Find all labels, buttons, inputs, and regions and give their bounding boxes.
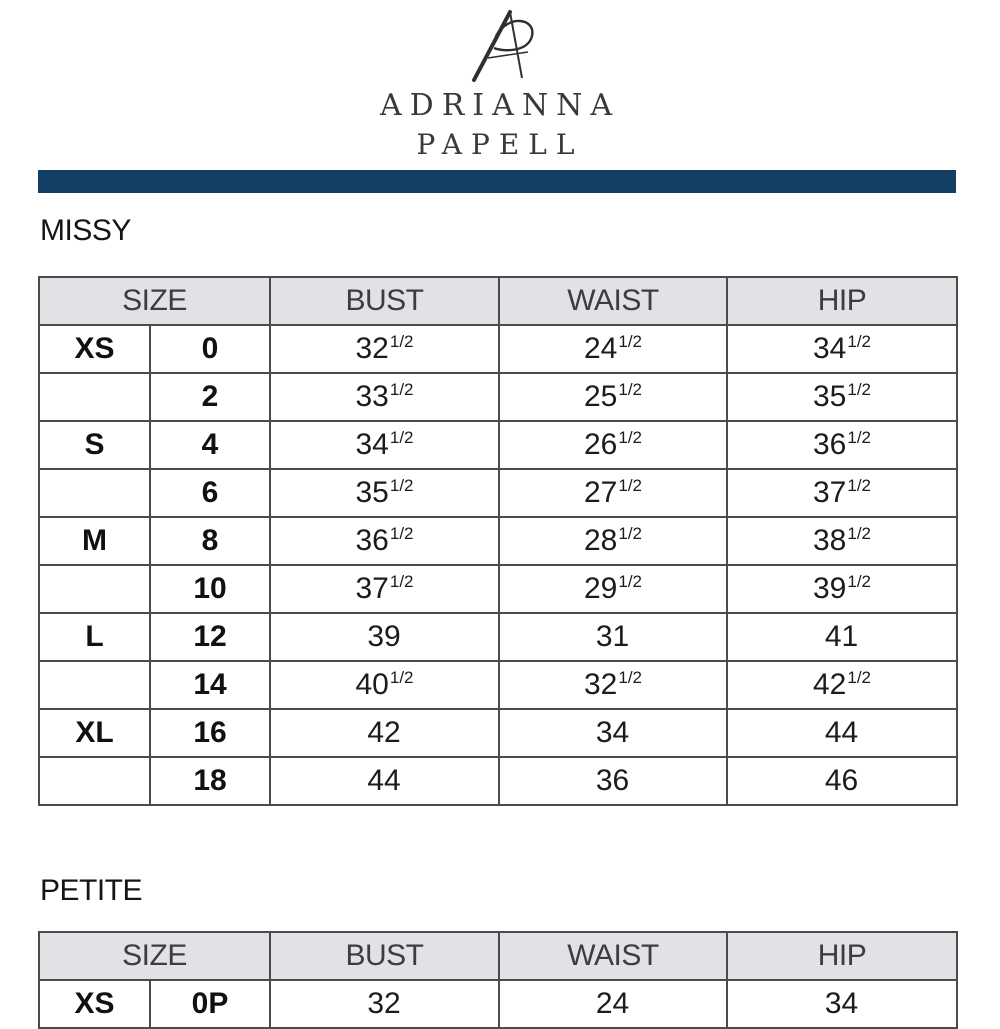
- bust-whole-value: 44: [367, 764, 401, 797]
- hip-fraction-value: 1/2: [847, 668, 871, 687]
- bust-cell: [270, 421, 499, 469]
- table-row: [39, 325, 957, 373]
- table-header-row: [39, 932, 957, 980]
- hip-whole-value: 39: [812, 572, 847, 605]
- bust-fraction-value: 1/2: [389, 524, 414, 543]
- hip-whole-value: 46: [824, 764, 859, 797]
- numeric-size-cell: 18: [150, 757, 270, 805]
- hip-cell: [727, 373, 957, 421]
- waist-whole-value: 27: [583, 476, 618, 509]
- bust-fraction-value: 1/2: [389, 428, 414, 447]
- table-row: [39, 517, 957, 565]
- table-row: [39, 661, 957, 709]
- ap-monogram-icon: [466, 6, 538, 84]
- waist-whole-value: 34: [595, 716, 630, 749]
- table-row: [39, 373, 957, 421]
- alpha-size-cell: [39, 565, 150, 613]
- alpha-size-cell: [39, 469, 150, 517]
- hip-cell: [727, 613, 957, 661]
- hip-cell: [727, 517, 957, 565]
- bust-whole-value: 40: [355, 668, 389, 701]
- numeric-size-cell: 16: [150, 709, 270, 757]
- hip-whole-value: 36: [812, 428, 847, 461]
- alpha-size-cell: M: [39, 517, 150, 565]
- missy-size-table: [38, 276, 958, 806]
- hip-cell: [727, 757, 957, 805]
- waist-cell: [499, 613, 727, 661]
- bust-cell: [270, 373, 499, 421]
- hip-whole-value: 34: [824, 987, 859, 1020]
- hip-fraction-value: 1/2: [847, 332, 871, 351]
- alpha-size-cell: S: [39, 421, 150, 469]
- waist-whole-value: 36: [595, 764, 630, 797]
- numeric-size-cell: 0P: [150, 980, 270, 1028]
- bust-cell: [270, 565, 499, 613]
- bust-whole-value: 33: [355, 380, 389, 413]
- bust-whole-value: 34: [355, 428, 389, 461]
- hip-fraction-value: 1/2: [847, 380, 871, 399]
- waist-fraction-value: 1/2: [618, 380, 642, 399]
- waist-whole-value: 24: [595, 987, 630, 1020]
- alpha-size-cell: XS: [39, 980, 150, 1028]
- bust-fraction-value: 1/2: [389, 476, 414, 495]
- table-row: [39, 709, 957, 757]
- waist-fraction-value: 1/2: [618, 332, 642, 351]
- alpha-size-cell: [39, 661, 150, 709]
- waist-fraction-value: 1/2: [618, 668, 642, 687]
- table-header-row: [39, 277, 957, 325]
- bust-fraction-value: 1/2: [389, 332, 414, 351]
- alpha-size-cell: XS: [39, 325, 150, 373]
- bust-cell: [270, 325, 499, 373]
- hip-cell: [727, 565, 957, 613]
- alpha-size-cell: [39, 373, 150, 421]
- table-row: [39, 421, 957, 469]
- petite-section-title: PETITE: [40, 874, 143, 907]
- hip-whole-value: 44: [824, 716, 859, 749]
- brand-name-line-2: PAPELL: [416, 128, 584, 161]
- waist-fraction-value: 1/2: [618, 572, 642, 591]
- waist-cell: [499, 709, 727, 757]
- hip-header: HIP: [727, 277, 957, 325]
- bust-whole-value: 35: [355, 476, 389, 509]
- bust-cell: [270, 709, 499, 757]
- waist-cell: [499, 661, 727, 709]
- alpha-size-cell: L: [39, 613, 150, 661]
- hip-whole-value: 38: [812, 524, 847, 557]
- hip-cell: [727, 980, 957, 1028]
- brand-name-line-1: ADRIANNA: [380, 88, 620, 123]
- hip-whole-value: 35: [812, 380, 847, 413]
- waist-whole-value: 28: [583, 524, 618, 557]
- bust-fraction-value: 1/2: [389, 572, 414, 591]
- waist-whole-value: 32: [583, 668, 618, 701]
- hip-whole-value: 42: [812, 668, 847, 701]
- bust-header: BUST: [270, 932, 499, 980]
- hip-whole-value: 34: [812, 332, 847, 365]
- waist-cell: [499, 469, 727, 517]
- table-row: [39, 613, 957, 661]
- waist-fraction-value: 1/2: [618, 524, 642, 543]
- waist-cell: [499, 517, 727, 565]
- brand-logo: [0, 0, 1000, 165]
- numeric-size-cell: 2: [150, 373, 270, 421]
- bust-cell: [270, 517, 499, 565]
- hip-fraction-value: 1/2: [847, 572, 871, 591]
- hip-fraction-value: 1/2: [847, 476, 871, 495]
- numeric-size-cell: 6: [150, 469, 270, 517]
- table-row: [39, 469, 957, 517]
- hip-fraction-value: 1/2: [847, 428, 871, 447]
- waist-cell: [499, 421, 727, 469]
- bust-whole-value: 37: [355, 572, 389, 605]
- waist-cell: [499, 565, 727, 613]
- waist-header: WAIST: [499, 277, 727, 325]
- size-header: SIZE: [39, 277, 270, 325]
- hip-fraction-value: 1/2: [847, 524, 871, 543]
- bust-cell: [270, 613, 499, 661]
- bust-cell: [270, 469, 499, 517]
- table-row: [39, 980, 957, 1028]
- header-divider-bar: [38, 170, 956, 193]
- bust-whole-value: 39: [367, 620, 401, 653]
- waist-whole-value: 29: [583, 572, 618, 605]
- missy-section-title: MISSY: [40, 214, 131, 247]
- bust-fraction-value: 1/2: [389, 668, 414, 687]
- bust-cell: [270, 757, 499, 805]
- table-row: [39, 565, 957, 613]
- numeric-size-cell: 10: [150, 565, 270, 613]
- alpha-size-cell: [39, 757, 150, 805]
- hip-whole-value: 41: [824, 620, 859, 653]
- bust-fraction-value: 1/2: [389, 380, 414, 399]
- hip-whole-value: 37: [812, 476, 847, 509]
- petite-size-table: [38, 931, 958, 1029]
- hip-header: HIP: [727, 932, 957, 980]
- waist-cell: [499, 325, 727, 373]
- bust-cell: [270, 661, 499, 709]
- waist-whole-value: 26: [583, 428, 618, 461]
- waist-whole-value: 24: [583, 332, 618, 365]
- hip-cell: [727, 421, 957, 469]
- waist-whole-value: 25: [583, 380, 618, 413]
- hip-cell: [727, 469, 957, 517]
- waist-fraction-value: 1/2: [618, 476, 642, 495]
- bust-whole-value: 32: [355, 332, 389, 365]
- numeric-size-cell: 12: [150, 613, 270, 661]
- waist-cell: [499, 980, 727, 1028]
- numeric-size-cell: 14: [150, 661, 270, 709]
- numeric-size-cell: 4: [150, 421, 270, 469]
- hip-cell: [727, 709, 957, 757]
- alpha-size-cell: XL: [39, 709, 150, 757]
- hip-cell: [727, 325, 957, 373]
- bust-header: BUST: [270, 277, 499, 325]
- waist-cell: [499, 757, 727, 805]
- bust-whole-value: 42: [367, 716, 401, 749]
- waist-cell: [499, 373, 727, 421]
- size-header: SIZE: [39, 932, 270, 980]
- numeric-size-cell: 8: [150, 517, 270, 565]
- waist-whole-value: 31: [595, 620, 630, 653]
- table-row: [39, 757, 957, 805]
- waist-fraction-value: 1/2: [618, 428, 642, 447]
- numeric-size-cell: 0: [150, 325, 270, 373]
- bust-whole-value: 36: [355, 524, 389, 557]
- bust-whole-value: 32: [367, 987, 401, 1020]
- waist-header: WAIST: [499, 932, 727, 980]
- hip-cell: [727, 661, 957, 709]
- bust-cell: [270, 980, 499, 1028]
